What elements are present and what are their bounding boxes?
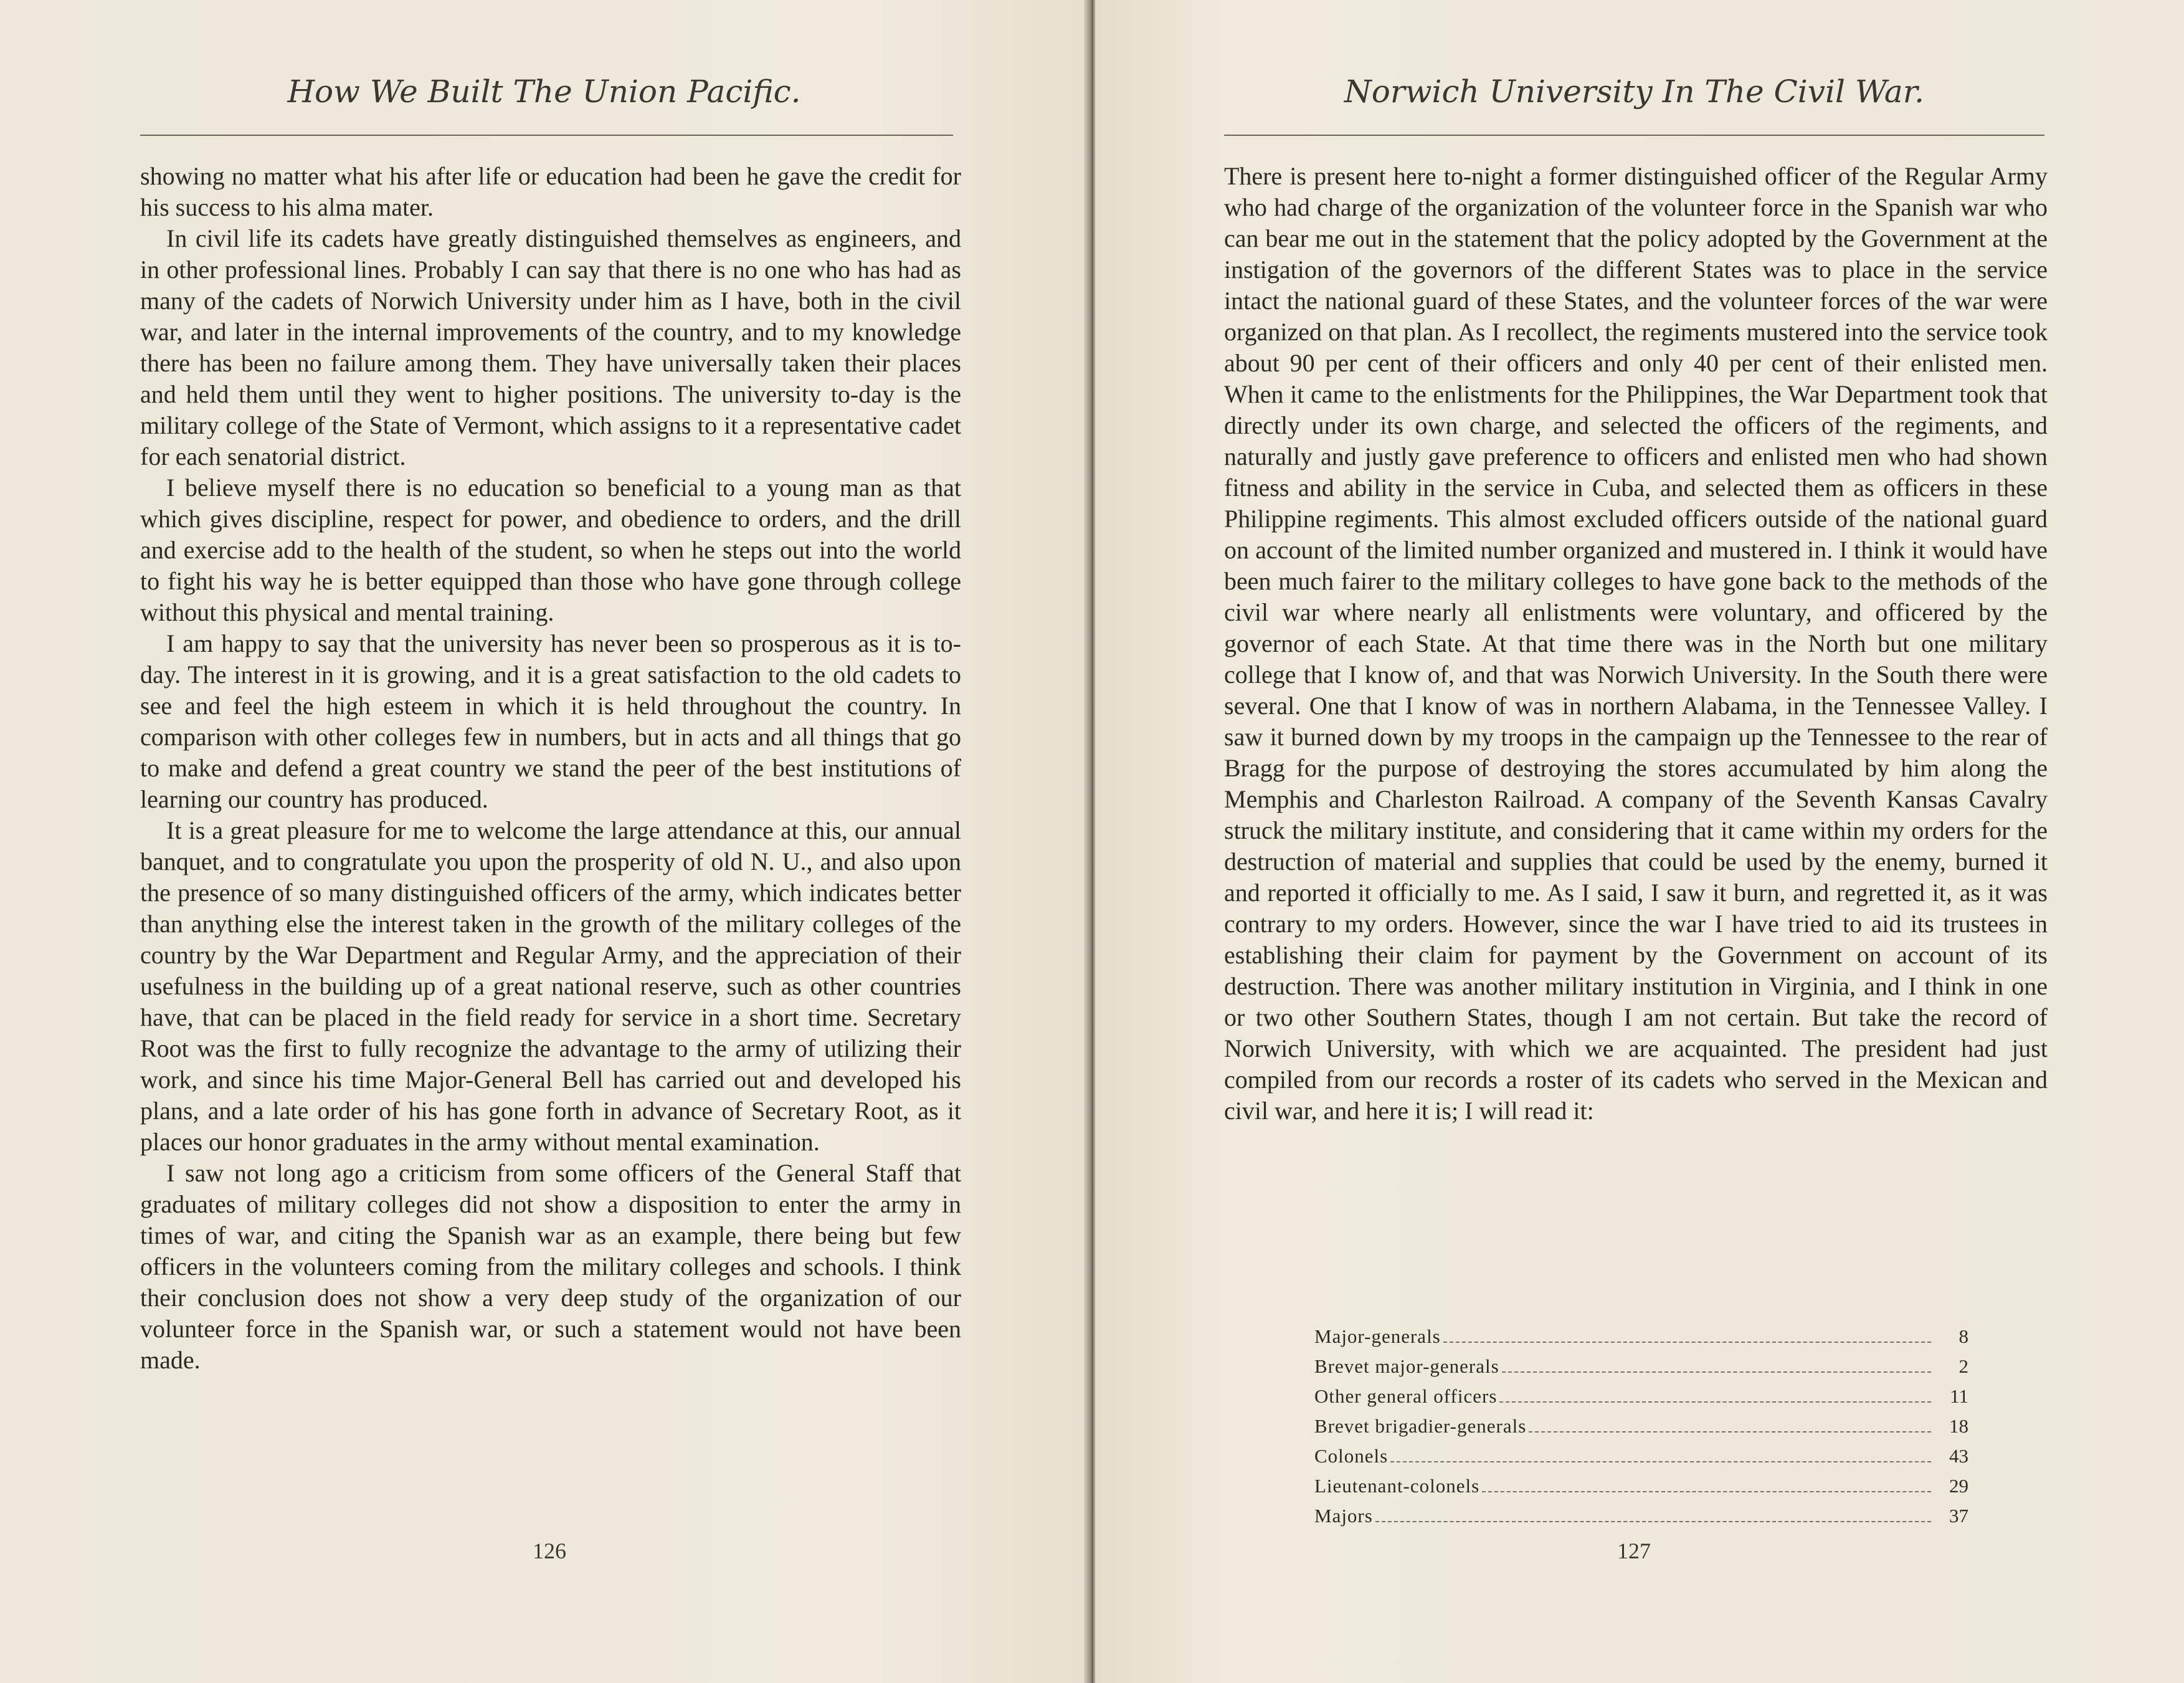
paragraph: I believe myself there is no education so beneficial to a young man as that which gives discipline, respect for power, and obedience to orders, and the drill and exercise add to the health of the student, so when he steps out into the world to fight his way he is better equipped than those who have gone through college without this physical and mental training.: [140, 474, 961, 626]
leader-dots: [1499, 1390, 1931, 1403]
roster-row: [1314, 1505, 1968, 1535]
roster-row: [1314, 1415, 1968, 1445]
leader-dots: [1529, 1420, 1931, 1433]
leader-dots: [1482, 1480, 1931, 1492]
roster-row: [1314, 1475, 1968, 1505]
roster-label: Major-generals: [1314, 1325, 1441, 1347]
left-body-text: [140, 161, 961, 1376]
roster-label: Majors: [1314, 1505, 1373, 1527]
paragraph: showing no matter what his after life or education had been he gave the credit for his success to his alma mater.: [140, 162, 961, 221]
left-page-number: 126: [533, 1538, 566, 1563]
left-page: [0, 0, 1089, 1683]
paragraph: There is present here to-night a former distinguished officer of the Regular Army who had charge of the organization of the volunteer force in the Spanish war who can bear me out in the statement that the policy adopted by the Government at the instigation of the governors of the different States was to place in the service intact the national guard of these States, and the volunteer forces of the war were organized on that plan. As I recollect, the regiments mustered into the service took about 90 per cent of their officers and only 40 per cent of their enlisted men. When it came to the enlistments for the Philippines, the War Department took that directly under its own charge, and selected the officers of the regiments, and naturally and justly gave preference to officers and enlisted men who had shown fitness and ability in the service in Cuba, and selected them as officers in these Philippine regiments. This almost excluded officers outside of the national guard on account of the limited number organized and mustered in. I think it would have been much fairer to the military colleges to have gone back to the methods of the civil war where nearly all enlistments were voluntary, and officered by the governor of each State. At that time there was in the North but one military college that I know of, and that was Norwich University. In the South there were several. One that I know of was in northern Alabama, in the Tennessee Valley. I saw it burned down by my troops in the campaign up the Tennessee to the rear of Bragg for the purpose of destroying the stores accumulated by him along the Memphis and Charleston Railroad. A company of the Seventh Kansas Cavalry struck the military institute, and considering that it came within my orders for the destruction of material and supplies that could be used by the enemy, burned it and reported it officially to me. As I said, I saw it burn, and regretted it, as it was contrary to my orders. However, since the war I have tried to aid its trustees in establishing their claim for payment by the Government on account of its destruction. There was another military institution in Virginia, and I think in one or two other Southern States, though I am not certain. But take the record of Norwich University, with which we are acquainted. The president had just compiled from our records a roster of its cadets who served in the Mexican and civil war, and here it is; I will read it:: [1224, 162, 2048, 1125]
leader-dots: [1390, 1450, 1931, 1462]
paragraph: In civil life its cadets have greatly distinguished themselves as engineers, and in other professional lines. Probably I can say that there is no one who has had as many of the cadets of Norwich University under him as I have, both in the civil war, and later in the internal improvements of the country, and to my knowledge there has been no failure among them. They have universally taken their places and held them until they went to higher positions. The university to-day is the military college of the State of Vermont, which assigns to it a representative cadet for each senatorial district.: [140, 224, 961, 470]
roster-row: [1314, 1355, 1968, 1385]
leader-dots: [1502, 1360, 1931, 1373]
roster-count: 8: [1958, 1325, 1968, 1347]
right-header-rule: [1224, 135, 2044, 136]
roster-count: 18: [1949, 1415, 1968, 1437]
roster-count: 37: [1949, 1505, 1968, 1527]
roster-count: 29: [1949, 1475, 1968, 1497]
roster-row: [1314, 1385, 1968, 1415]
right-running-head: Norwich University In The Civil War.: [1344, 74, 1924, 110]
paragraph: It is a great pleasure for me to welcome the large attendance at this, our annual banquet, and to congratulate you upon the prosperity of old N. U., and also upon the presence of so many distinguished officers of the army, which indicates better than anything else the interest taken in the growth of the military colleges of the country by the War Department and Regular Army, and the appreciation of their usefulness in the building up of a great national reserve, such as other countries have, that can be placed in the field ready for service in a short time. Secretary Root was the first to fully recognize the advantage to the army of utilizing their work, and since his time Major-General Bell has carried out and developed his plans, and a late order of his has gone forth in advance of Secretary Root, as it places our honor graduates in the army without mental examination.: [140, 816, 961, 1156]
roster-count: 43: [1949, 1445, 1968, 1467]
roster-count: 11: [1950, 1385, 1968, 1407]
roster-label: Colonels: [1314, 1445, 1389, 1467]
roster-label: Other general officers: [1314, 1385, 1498, 1407]
cadet-roster-table: [1314, 1325, 1968, 1535]
roster-label: Lieutenant-colonels: [1314, 1475, 1480, 1497]
left-header-rule: [140, 135, 953, 136]
paragraph: I am happy to say that the university has never been so prosperous as it is to-day. The interest in it is growing, and it is a great satisfaction to the old cadets to see and feel the high esteem in which it is held throughout the country. In comparison with other colleges few in numbers, but in acts and all things that go to make and defend a great country we stand the peer of the best institutions of learning our country has produced.: [140, 629, 961, 813]
left-running-head: How We Built The Union Pacific.: [287, 74, 801, 110]
leader-dots: [1443, 1330, 1931, 1343]
roster-count: 2: [1958, 1355, 1968, 1377]
right-body-text: [1224, 161, 2048, 1127]
leader-dots: [1375, 1510, 1931, 1522]
right-page-number: 127: [1617, 1538, 1651, 1563]
paragraph: I saw not long ago a criticism from some officers of the General Staff that graduates of military colleges did not show a disposition to enter the army in times of war, and citing the Spanish war as an example, there being but few officers in the volunteers coming from the military colleges and schools. I think their conclusion does not show a very deep study of the organization of our volunteer force in the Spanish war, or such a statement would not have been made.: [140, 1159, 961, 1374]
roster-label: Brevet major-generals: [1314, 1355, 1499, 1377]
roster-row: [1314, 1445, 1968, 1475]
roster-row: [1314, 1325, 1968, 1355]
roster-label: Brevet brigadier-generals: [1314, 1415, 1527, 1437]
